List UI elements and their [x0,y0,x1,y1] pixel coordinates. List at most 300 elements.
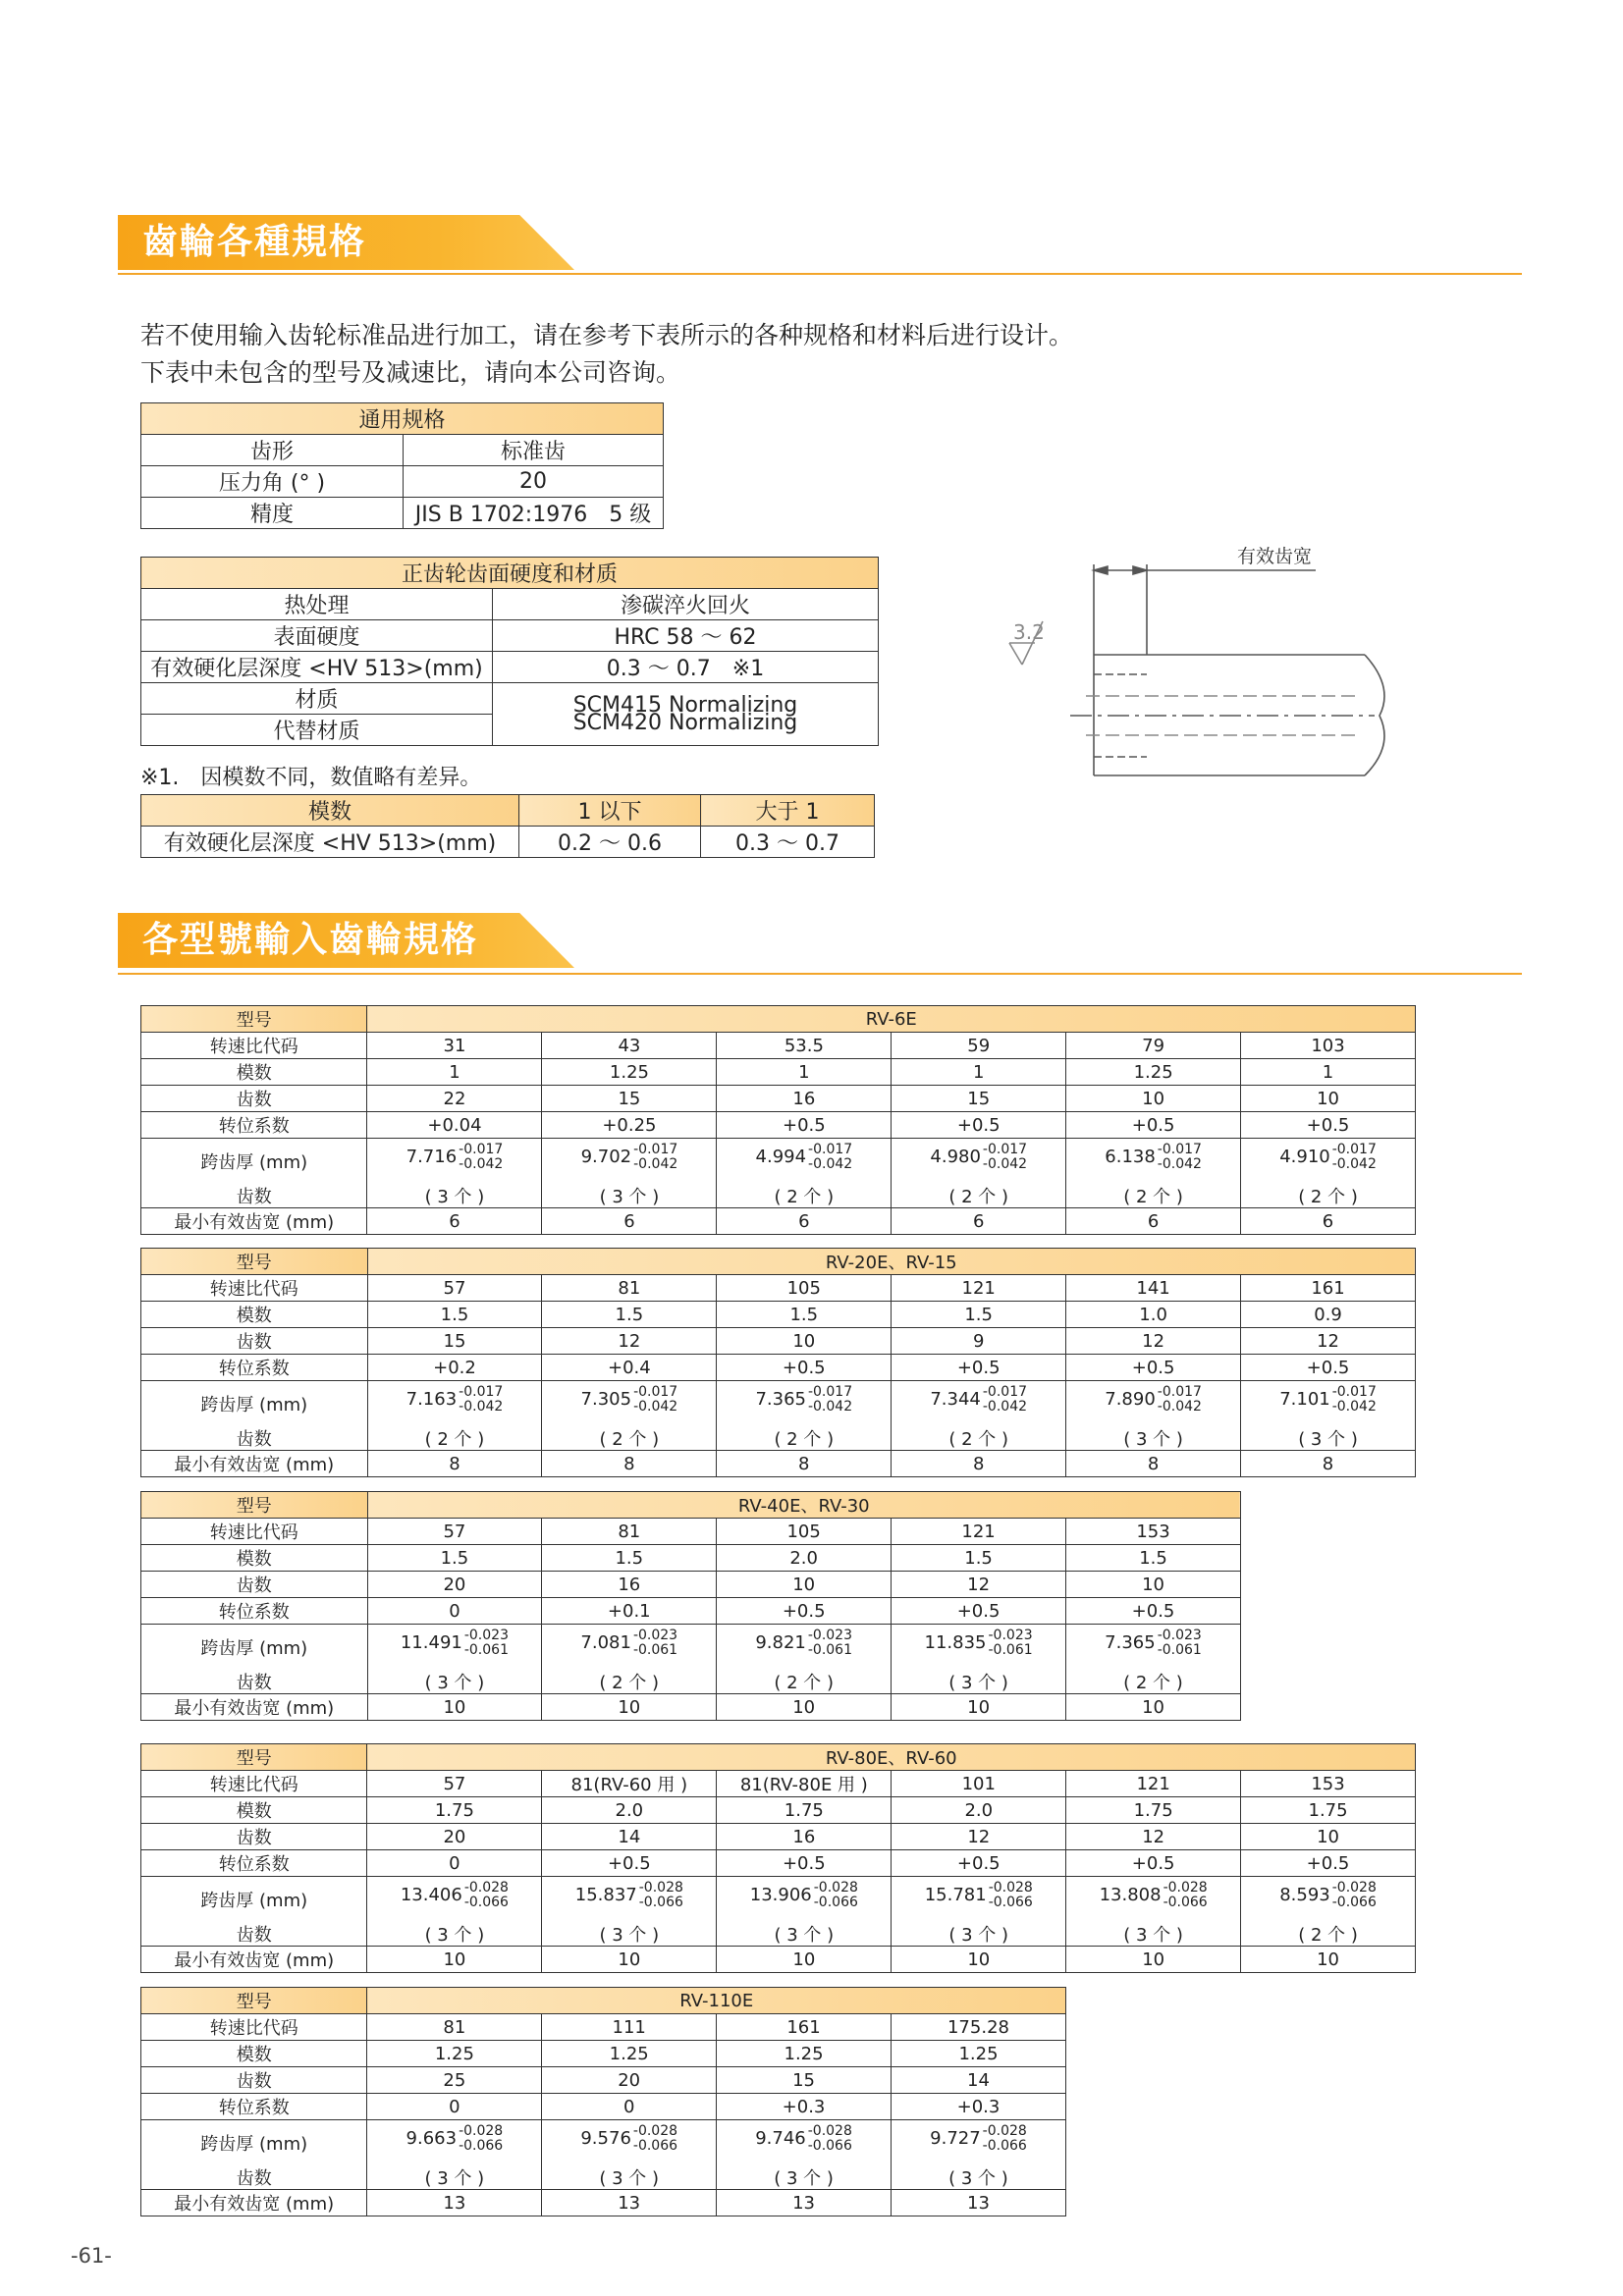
rv-spec-table [140,1491,1241,1721]
cell-shift: +0.5 [1241,1355,1416,1381]
cell-span [1066,1877,1241,1947]
cell-width: 10 [542,1947,717,1973]
cell-shift: 0 [367,2094,542,2120]
cell-width: 6 [1066,1208,1241,1235]
span-value-group [1066,1629,1240,1658]
model-name: RV-80E、RV-60 [367,1744,1416,1771]
span-value: 13.906 [749,1885,812,1905]
cell-code: 103 [1241,1033,1416,1059]
cell-span [1241,1381,1416,1451]
cell-teeth: 20 [367,1824,542,1850]
cell-shift: +0.25 [542,1112,717,1139]
cell-width: 13 [891,2190,1065,2216]
span-tolerance [1163,1881,1208,1910]
cell-module: 1.25 [1066,1059,1241,1086]
cell-span-teeth: ( 2 个 ) [774,1673,834,1693]
hardness-table [140,557,879,746]
gear-width-diagram [992,535,1404,800]
tolerance-upper: -0.023 [632,1628,678,1643]
span-value: 9.663 [406,2128,458,2149]
tolerance-lower: -0.061 [1157,1642,1202,1658]
span-value-group [892,2124,1065,2154]
intro-line-2: 下表中未包含的型号及减速比，请向本公司咨询。 [140,358,681,387]
cell-span-teeth: ( 3 个 ) [424,1673,485,1693]
cell-width: 10 [1241,1947,1416,1973]
cell-width: 8 [367,1451,542,1477]
tolerance-lower: -0.042 [1157,1399,1202,1415]
cell-shift: +0.5 [717,1112,892,1139]
row-label-width: 最小有效齿宽 (mm) [141,2190,367,2216]
cell-width: 10 [892,1694,1066,1721]
cell-width: 6 [1241,1208,1416,1235]
cell-width: 8 [1241,1451,1416,1477]
page-number: -61- [71,2244,112,2268]
tolerance-upper: -0.028 [1331,1880,1377,1896]
cell-module: 1.25 [367,2041,542,2067]
cell-shift: +0.5 [892,1598,1066,1625]
module-row-value: 0.2 ～ 0.6 [519,827,701,858]
cell-span [367,1625,542,1694]
cell-span [542,2120,717,2190]
span-value-group [542,1143,716,1172]
tolerance-lower: -0.061 [807,1642,852,1658]
span-value-group [717,1143,891,1172]
span-label-cell [141,1877,367,1947]
span-value: 7.365 [1105,1632,1156,1653]
cell-code: 31 [367,1033,542,1059]
cell-span-teeth: ( 3 个 ) [774,1925,835,1946]
span-value: 15.837 [574,1885,637,1905]
module-table [140,794,875,858]
cell-code: 59 [892,1033,1066,1059]
rv-spec-table [140,1248,1416,1477]
cell-span [542,1625,717,1694]
cell-module: 1.5 [542,1302,717,1328]
cell-teeth: 9 [892,1328,1066,1355]
span-value: 7.365 [755,1389,806,1410]
span-value-group [892,1881,1065,1910]
span-tolerance [814,1881,858,1910]
intro-line-1: 若不使用输入齿轮标准品进行加工，请在参考下表所示的各种规格和材料后进行设计。 [140,321,1074,349]
hardness-alt-material: SCM420 Normalizing [572,710,798,735]
rv-spec-table [140,1743,1416,1973]
tolerance-upper: -0.017 [982,1384,1028,1400]
cell-span-teeth: ( 3 个 ) [948,2168,1008,2189]
span-value: 8.593 [1279,1885,1330,1905]
tolerance-lower: -0.061 [632,1642,678,1658]
cell-code: 57 [367,1519,542,1545]
cell-span-teeth: ( 2 个 ) [1123,1187,1183,1207]
tolerance-lower: -0.061 [988,1642,1033,1658]
cell-shift: 0 [367,1598,542,1625]
cell-shift: +0.1 [542,1598,717,1625]
span-value-group [892,1143,1065,1172]
row-label-shift: 转位系数 [141,2094,367,2120]
row-label-model: 型号 [141,1249,368,1275]
span-value-group [717,1881,891,1910]
cell-span-teeth: ( 2 个 ) [424,1429,485,1450]
cell-span-teeth: ( 3 个 ) [1298,1429,1358,1450]
cell-width: 10 [1066,1947,1241,1973]
cell-teeth: 14 [542,1824,717,1850]
span-tolerance [983,1385,1027,1415]
span-value-group [717,2124,891,2154]
tolerance-upper: -0.017 [459,1384,504,1400]
cell-teeth: 16 [717,1824,892,1850]
cell-code: 153 [1241,1771,1416,1797]
cell-span-teeth: ( 2 个 ) [599,1429,660,1450]
cell-teeth: 10 [1241,1086,1416,1112]
general-spec-table [140,402,664,529]
cell-module: 2.0 [892,1797,1066,1824]
span-value: 4.910 [1279,1147,1330,1167]
tolerance-upper: -0.023 [807,1628,852,1643]
cell-teeth: 16 [717,1086,892,1112]
row-label-span: 跨齿厚 (mm) [200,1638,308,1659]
tolerance-lower: -0.066 [807,2138,852,2154]
cell-span [1241,1139,1416,1208]
cell-code: 57 [367,1771,542,1797]
tolerance-upper: -0.028 [1163,1880,1208,1896]
row-label-span: 跨齿厚 (mm) [200,2134,308,2155]
span-value: 4.980 [930,1147,981,1167]
tolerance-upper: -0.023 [1157,1628,1202,1643]
span-tolerance [1332,1143,1377,1172]
cell-teeth: 10 [717,1572,892,1598]
span-value-group [717,1385,891,1415]
cell-width: 8 [717,1451,892,1477]
cell-shift: 0 [367,1850,542,1877]
cell-width: 6 [892,1208,1066,1235]
row-label-module: 模数 [141,1302,368,1328]
row-label-shift: 转位系数 [141,1355,368,1381]
cell-code: 81(RV-80E 用 ) [717,1771,892,1797]
row-label-span-teeth: 齿数 [236,1925,272,1946]
hardness-row-label: 有效硬化层深度 <HV 513>(mm) [141,652,493,683]
span-value-group [1066,1881,1240,1910]
span-value-group [1241,1143,1415,1172]
cell-shift: 0 [542,2094,717,2120]
span-value: 9.727 [930,2128,981,2149]
cell-width: 8 [892,1451,1066,1477]
cell-code: 175.28 [891,2014,1065,2041]
span-tolerance [464,1629,509,1658]
span-tolerance [1158,1385,1202,1415]
tolerance-upper: -0.028 [463,1880,509,1896]
cell-shift: +0.5 [1241,1112,1416,1139]
span-value-group [367,1881,541,1910]
cell-shift: +0.04 [367,1112,542,1139]
span-value-group [1066,1385,1240,1415]
cell-teeth: 12 [892,1824,1066,1850]
cell-module: 1.5 [717,1302,892,1328]
hardness-header: 正齿轮齿面硬度和材质 [141,558,879,589]
cell-width: 6 [717,1208,892,1235]
general-row-label: 齿形 [141,435,404,466]
row-label-span-teeth: 齿数 [236,1429,272,1450]
tolerance-lower: -0.066 [1163,1895,1208,1910]
span-tolerance [983,2124,1027,2154]
tolerance-upper: -0.028 [638,1880,683,1896]
hardness-material: SCM415 Normalizing [572,692,798,718]
cell-module: 1.5 [892,1302,1066,1328]
cell-width: 10 [367,1694,542,1721]
hardness-row-label: 表面硬度 [141,620,493,652]
section-divider [118,273,1522,275]
span-tolerance [808,1629,852,1658]
span-tolerance [633,1385,677,1415]
row-label-shift: 转位系数 [141,1112,367,1139]
cell-width: 10 [542,1694,717,1721]
span-value-group [367,1143,541,1172]
cell-span-teeth: ( 3 个 ) [599,2168,660,2189]
cell-width: 13 [542,2190,717,2216]
cell-module: 1.25 [891,2041,1065,2067]
rv-spec-table [140,1987,1066,2216]
span-tolerance [989,1881,1033,1910]
cell-teeth: 10 [717,1328,892,1355]
span-value-group [892,1385,1065,1415]
cell-module: 1 [1241,1059,1416,1086]
cell-width: 10 [717,1694,892,1721]
span-value-group [368,1385,542,1415]
general-row-label: 精度 [141,498,404,529]
cell-span [367,1381,542,1451]
span-value: 6.138 [1105,1147,1156,1167]
general-spec-header: 通用规格 [141,403,664,435]
cell-span [1066,1381,1241,1451]
span-value: 11.835 [924,1632,987,1653]
cell-teeth: 15 [367,1328,542,1355]
cell-code: 161 [1241,1275,1416,1302]
cell-module: 1.25 [542,2041,717,2067]
cell-teeth: 15 [717,2067,892,2094]
section-title: 齒輪各種規格 [142,222,367,262]
cell-width: 13 [367,2190,542,2216]
span-value: 9.821 [755,1632,806,1653]
span-value: 9.702 [580,1147,632,1167]
tolerance-lower: -0.042 [1331,1156,1377,1172]
span-value: 7.890 [1105,1389,1156,1410]
hardness-row-value: HRC 58 ～ 62 [493,620,879,652]
cell-teeth: 20 [542,2067,717,2094]
cell-span [892,1625,1066,1694]
cell-span-teeth: ( 3 个 ) [774,2168,834,2189]
cell-teeth: 10 [1066,1572,1241,1598]
cell-shift: +0.4 [542,1355,717,1381]
cell-span-teeth: ( 2 个 ) [774,1429,835,1450]
module-header: 模数 [141,795,519,827]
row-label-teeth: 齿数 [141,1086,367,1112]
cell-teeth: 12 [1241,1328,1416,1355]
span-value: 7.101 [1279,1389,1330,1410]
span-value-group [542,1385,716,1415]
cell-code: 121 [1066,1771,1241,1797]
span-tolerance [459,1385,503,1415]
span-label-cell [141,2120,367,2190]
tolerance-upper: -0.023 [463,1628,509,1643]
cell-module: 1.75 [1066,1797,1241,1824]
span-value-group [368,1629,542,1658]
row-label-module: 模数 [141,1797,367,1824]
cell-span [542,1381,717,1451]
model-name: RV-20E、RV-15 [367,1249,1415,1275]
cell-shift: +0.5 [717,1355,892,1381]
span-value: 7.305 [580,1389,632,1410]
tolerance-upper: -0.023 [988,1628,1033,1643]
cell-shift: +0.5 [717,1850,892,1877]
span-value-group [542,2124,716,2154]
span-tolerance [633,1143,677,1172]
span-label-cell [141,1139,367,1208]
span-tolerance [989,1629,1033,1658]
general-row-value: 标准齿 [404,435,664,466]
row-label-span: 跨齿厚 (mm) [200,1891,308,1911]
tolerance-lower: -0.042 [1157,1156,1202,1172]
span-value-group [367,2124,541,2154]
row-label-span-teeth: 齿数 [236,1673,272,1693]
tolerance-lower: -0.042 [633,1156,678,1172]
cell-span [367,1877,542,1947]
cell-shift: +0.3 [891,2094,1065,2120]
cell-shift: +0.5 [1066,1355,1241,1381]
tolerance-upper: -0.028 [988,1880,1033,1896]
row-label-span-teeth: 齿数 [236,1187,272,1207]
row-label-shift: 转位系数 [141,1598,368,1625]
module-row-value: 0.3 ～ 0.7 [701,827,875,858]
row-label-span: 跨齿厚 (mm) [200,1152,308,1173]
hardness-row-label: 代替材质 [141,715,493,746]
row-label-code: 转速比代码 [141,1771,367,1797]
hardness-row-label: 材质 [141,683,493,715]
cell-teeth: 12 [892,1572,1066,1598]
span-value-group [1241,1385,1415,1415]
cell-shift: +0.5 [542,1850,717,1877]
row-label-shift: 转位系数 [141,1850,367,1877]
row-label-model: 型号 [141,1744,367,1771]
cell-module: 1.25 [717,2041,892,2067]
cell-width: 13 [717,2190,892,2216]
cell-teeth: 10 [1066,1086,1241,1112]
span-tolerance [1332,1385,1377,1415]
span-value-group [542,1881,716,1910]
span-value: 15.781 [924,1885,987,1905]
cell-module: 1 [367,1059,542,1086]
span-value: 7.163 [406,1389,458,1410]
cell-span-teeth: ( 3 个 ) [1123,1429,1183,1450]
cell-width: 10 [367,1947,542,1973]
tolerance-upper: -0.017 [633,1142,678,1157]
tolerance-upper: -0.017 [459,1142,504,1157]
cell-span-teeth: ( 3 个 ) [599,1187,660,1207]
row-label-teeth: 齿数 [141,1824,367,1850]
cell-code: 81 [542,1519,717,1545]
diagram-label: 有效齿宽 [1237,546,1313,567]
model-name: RV-6E [367,1006,1416,1033]
tolerance-lower: -0.042 [459,1156,504,1172]
cell-shift: +0.5 [1066,1850,1241,1877]
module-header: 1 以下 [519,795,701,827]
row-label-module: 模数 [141,1059,367,1086]
cell-module: 1.75 [717,1797,892,1824]
cell-span [717,1139,892,1208]
span-label-cell [141,1381,368,1451]
row-label-teeth: 齿数 [141,1572,368,1598]
tolerance-lower: -0.042 [633,1399,678,1415]
tolerance-upper: -0.017 [1331,1384,1377,1400]
tolerance-upper: -0.028 [632,2123,678,2139]
row-label-width: 最小有效齿宽 (mm) [141,1451,368,1477]
cell-code: 101 [892,1771,1066,1797]
tolerance-upper: -0.017 [1331,1142,1377,1157]
cell-code: 111 [542,2014,717,2041]
row-label-module: 模数 [141,1545,368,1572]
cell-code: 53.5 [717,1033,892,1059]
row-label-model: 型号 [141,1492,368,1519]
hardness-row-value: 0.3 ～ 0.7 ※1 [493,652,879,683]
row-label-teeth: 齿数 [141,2067,367,2094]
cell-span [892,1139,1066,1208]
cell-teeth: 12 [542,1328,717,1355]
span-tolerance [808,1143,852,1172]
cell-module: 0.9 [1241,1302,1416,1328]
cell-span-teeth: ( 3 个 ) [948,1673,1008,1693]
cell-span [542,1877,717,1947]
cell-span-teeth: ( 2 个 ) [948,1429,1009,1450]
cell-module: 2.0 [717,1545,892,1572]
cell-code: 121 [892,1519,1066,1545]
cell-code: 141 [1066,1275,1241,1302]
tolerance-lower: -0.066 [638,1895,683,1910]
row-label-span: 跨齿厚 (mm) [200,1395,308,1415]
cell-span-teeth: ( 3 个 ) [424,1187,485,1207]
cell-shift: +0.5 [892,1112,1066,1139]
span-value: 9.746 [755,2128,806,2149]
cell-span-teeth: ( 3 个 ) [948,1925,1009,1946]
row-label-code: 转速比代码 [141,2014,367,2041]
span-value: 4.994 [755,1147,807,1167]
cell-teeth: 14 [891,2067,1065,2094]
tolerance-lower: -0.042 [982,1399,1028,1415]
span-value-group [1066,1143,1240,1172]
tolerance-upper: -0.028 [459,2123,504,2139]
span-tolerance [633,2124,677,2154]
tolerance-upper: -0.017 [982,1142,1028,1157]
tolerance-upper: -0.028 [813,1880,858,1896]
cell-span-teeth: ( 2 个 ) [599,1673,660,1693]
span-label-cell [141,1625,368,1694]
rv-spec-table [140,1005,1416,1235]
tolerance-lower: -0.066 [813,1895,858,1910]
cell-teeth: 12 [1066,1328,1241,1355]
tolerance-lower: -0.066 [1331,1895,1377,1910]
cell-code: 81 [367,2014,542,2041]
section-divider [118,973,1522,975]
tolerance-lower: -0.066 [632,2138,678,2154]
cell-teeth: 15 [892,1086,1066,1112]
row-label-teeth: 齿数 [141,1328,368,1355]
span-value: 9.576 [580,2128,631,2149]
cell-module: 1.5 [1066,1545,1241,1572]
cell-teeth: 10 [1241,1824,1416,1850]
cell-code: 57 [367,1275,542,1302]
cell-span [717,1877,892,1947]
span-value: 13.406 [400,1885,462,1905]
tolerance-upper: -0.028 [807,2123,852,2139]
cell-span-teeth: ( 3 个 ) [424,1925,485,1946]
tolerance-upper: -0.017 [1157,1384,1202,1400]
span-value-group [717,1629,891,1658]
